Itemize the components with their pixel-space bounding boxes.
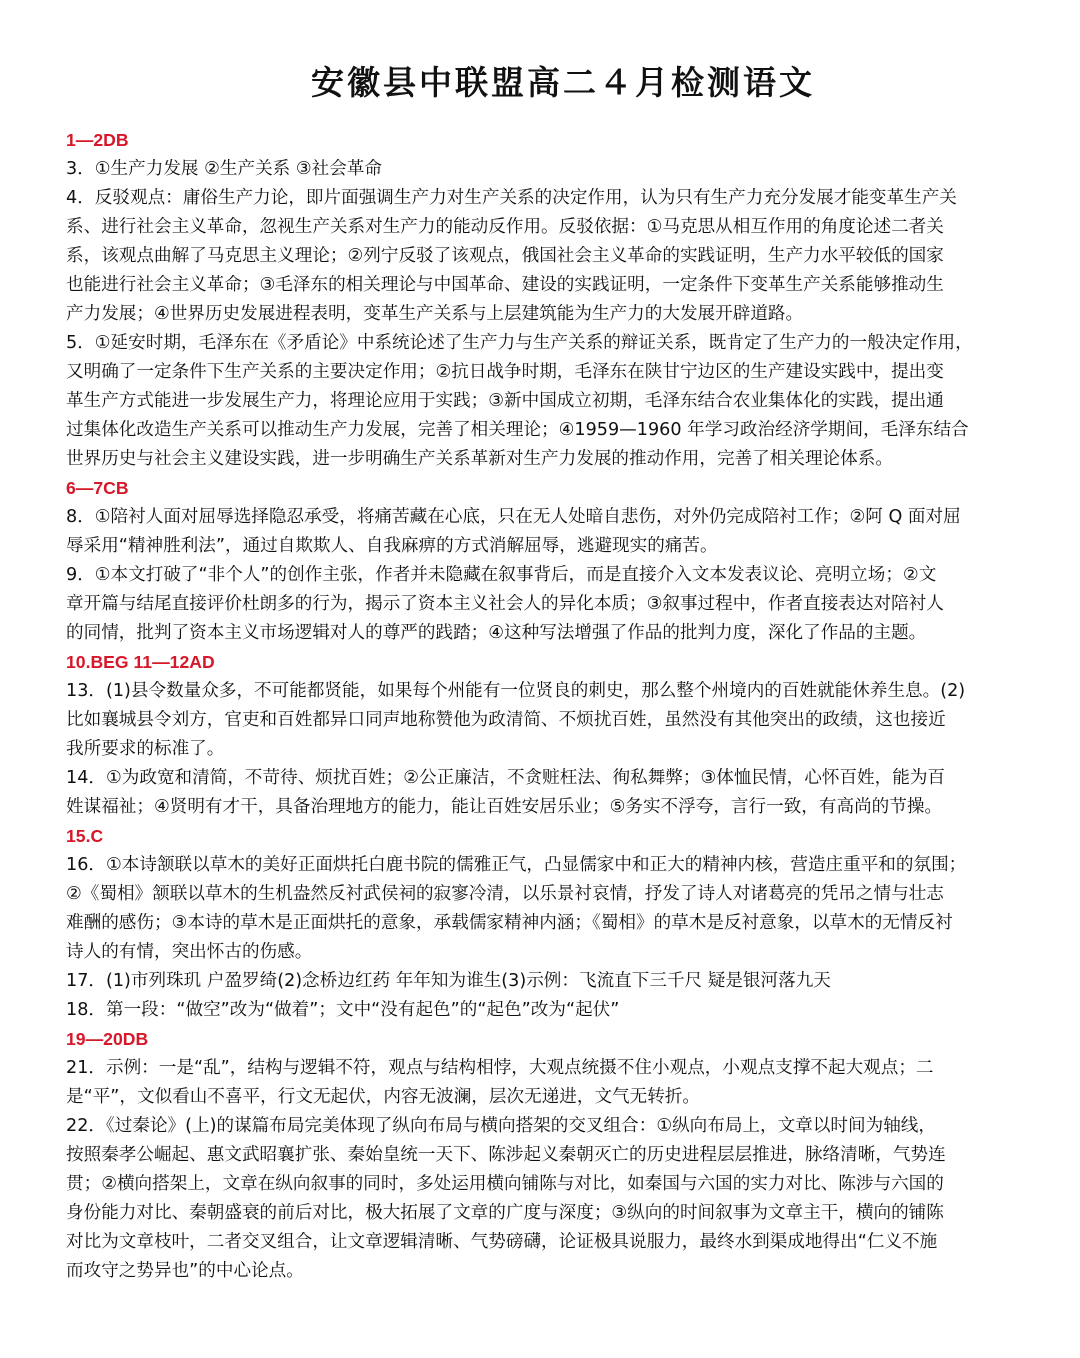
answer-text-line: 21．示例：一是“乱”，结构与逻辑不符，观点与结构相悖，大观点统摄不住小观点，小观点支撑不起大观点；二 bbox=[66, 1058, 934, 1078]
answer-text-line: 难酬的感伤；③本诗的草木是正面烘托的意象，承载儒家精神内涵；《蜀相》的草木是反衬意象，以草木的无情反衬 bbox=[66, 913, 953, 933]
answer-text-line: 产力发展；④世界历史发展进程表明，变革生产关系与上层建筑能为生产力的大发展开辟道路。 bbox=[66, 304, 804, 324]
answer-text-line: 8．①陪衬人面对屈辱选择隐忍承受，将痛苦藏在心底，只在无人处暗自悲伤，对外仍完成陪衬工作；②阿 Q 面对屈 bbox=[66, 507, 961, 527]
answer-text-line: 3．①生产力发展 ②生产关系 ③社会革命 bbox=[66, 159, 383, 179]
answer-text-line: 贯；②横向搭架上，文章在纵向叙事的同时，多处运用横向铺陈与对比，如秦国与六国的实力对比、陈涉与六国的 bbox=[66, 1174, 944, 1194]
document-title: 安徽县中联盟高二４月检测语文 bbox=[311, 63, 815, 102]
answer-text-line: 世界历史与社会主义建设实践，进一步明确生产关系革新对生产力发展的推动作用，完善了相关理论体系。 bbox=[66, 449, 893, 469]
answer-key-line: 19—20DB bbox=[66, 1029, 149, 1049]
answer-text-line: ②《蜀相》颔联以草木的生机盎然反衬武侯祠的寂寥冷清，以乐景衬哀情，抒发了诗人对诸葛亮的凭吊之情与壮志 bbox=[66, 884, 944, 904]
answer-text-line: 16．①本诗颔联以草木的美好正面烘托白鹿书院的儒雅正气，凸显儒家中和正大的精神内核，营造庄重平和的氛围； bbox=[66, 855, 967, 875]
answer-text-line: 5．①延安时期，毛泽东在《矛盾论》中系统论述了生产力与生产关系的辩证关系，既肯定了生产力的一般决定作用， bbox=[66, 333, 973, 353]
answer-key-line: 10.BEG 11—12AD bbox=[66, 652, 215, 672]
answer-text-line: 按照秦孝公崛起、惠文武昭襄扩张、秦始皇统一天下、陈涉起义秦朝灭亡的历史进程层层推进，脉络清晰，气势连 bbox=[66, 1145, 946, 1165]
answer-text-line: 姓谋福祉；④贤明有才干，具备治理地方的能力，能让百姓安居乐业；⑤务实不浮夸，言行一致，有高尚的节操。 bbox=[66, 797, 943, 817]
answer-lines bbox=[66, 126, 1040, 1286]
answer-text-line: 比如襄城县令刘方，官吏和百姓都异口同声地称赞他为政清简、不烦扰百姓，虽然没有其他突出的政绩，这也接近 bbox=[66, 710, 946, 730]
answer-text-line: 系、进行社会主义革命，忽视生产关系对生产力的能动反作用。反驳依据：①马克思从相互作用的角度论述二者关 bbox=[66, 217, 944, 237]
answer-text-line: 又明确了一定条件下生产关系的主要决定作用；②抗日战争时期，毛泽东在陕甘宁边区的生产建设实践中，提出变 bbox=[66, 362, 944, 382]
answer-text-line: 13．(1)县令数量众多，不可能都贤能，如果每个州能有一位贤良的刺史，那么整个州境内的百姓就能休养生息。(2) bbox=[66, 681, 966, 701]
answer-text-line: 诗人的有情，突出怀古的伤感。 bbox=[66, 942, 313, 962]
answer-text-line: 而攻守之势异也”的中心论点。 bbox=[66, 1261, 304, 1281]
answer-text-line: 身份能力对比、秦朝盛衰的前后对比，极大拓展了文章的广度与深度；③纵向的时间叙事为文章主干，横向的铺陈 bbox=[66, 1203, 944, 1223]
answer-key-line: 1—2DB bbox=[66, 130, 129, 150]
answer-text-line: 17．(1)市列珠玑 户盈罗绮(2)念桥边红药 年年知为谁生(3)示例：飞流直下三千尺 疑是银河落九天 bbox=[66, 971, 831, 991]
answer-text-line: 对比为文章枝叶，二者交叉组合，让文章逻辑清晰、气势磅礴，论证极具说服力，最终水到渠成地得出“仁义不施 bbox=[66, 1232, 938, 1252]
answer-text-line: 系，该观点曲解了马克思主义理论；②列宁反驳了该观点，俄国社会主义革命的实践证明，生产力水平较低的国家 bbox=[66, 246, 944, 266]
answer-text-line: 章开篇与结尾直接评价杜朗多的行为，揭示了资本主义社会人的异化本质；③叙事过程中，作者直接表达对陪衬人 bbox=[66, 594, 944, 614]
answer-text-line: 过集体化改造生产关系可以推动生产力发展，完善了相关理论；④1959—1960 年学习政治经济学期间，毛泽东结合 bbox=[66, 420, 969, 440]
answer-text-line: 4．反驳观点：庸俗生产力论，即片面强调生产力对生产关系的决定作用，认为只有生产力充分发展才能变革生产关 bbox=[66, 188, 957, 208]
answer-text-line: 是“平”，文似看山不喜平，行文无起伏，内容无波澜，层次无递进，文气无转折。 bbox=[66, 1087, 701, 1107]
answer-text-line: 辱采用“精神胜利法”，通过自欺欺人、自我麻痹的方式消解屈辱，逃避现实的痛苦。 bbox=[66, 536, 718, 556]
answer-text-line: 的同情，批判了资本主义市场逻辑对人的尊严的践踏；④这种写法增强了作品的批判力度，深化了作品的主题。 bbox=[66, 623, 927, 643]
answer-text-line: 14．①为政宽和清简，不苛待、烦扰百姓；②公正廉洁，不贪赃枉法、徇私舞弊；③体恤民情，心怀百姓，能为百 bbox=[66, 768, 946, 788]
answer-text-line: 22．《过秦论》(上)的谋篇布局完美体现了纵向布局与横向搭架的交叉组合：①纵向布局上，文章以时间为轴线， bbox=[66, 1116, 936, 1136]
answer-text-line: 18．第一段：“做空”改为“做着”；文中“没有起色”的“起色”改为“起伏” bbox=[66, 1000, 620, 1020]
answer-key-line: 15.C bbox=[66, 826, 104, 846]
answer-key-line: 6—7CB bbox=[66, 478, 129, 498]
answer-text-line: 我所要求的标准了。 bbox=[66, 739, 225, 759]
answer-text-line: 也能进行社会主义革命；③毛泽东的相关理论与中国革命、建设的实践证明，一定条件下变革生产关系能够推动生 bbox=[66, 275, 944, 295]
answer-text-line: 革生产方式能进一步发展生产力，将理论应用于实践；③新中国成立初期，毛泽东结合农业集体化的实践，提出通 bbox=[66, 391, 944, 411]
answer-text-line: 9．①本文打破了“非个人”的创作主张，作者并未隐藏在叙事背后，而是直接介入文本发表议论、亮明立场；②文 bbox=[66, 565, 937, 585]
